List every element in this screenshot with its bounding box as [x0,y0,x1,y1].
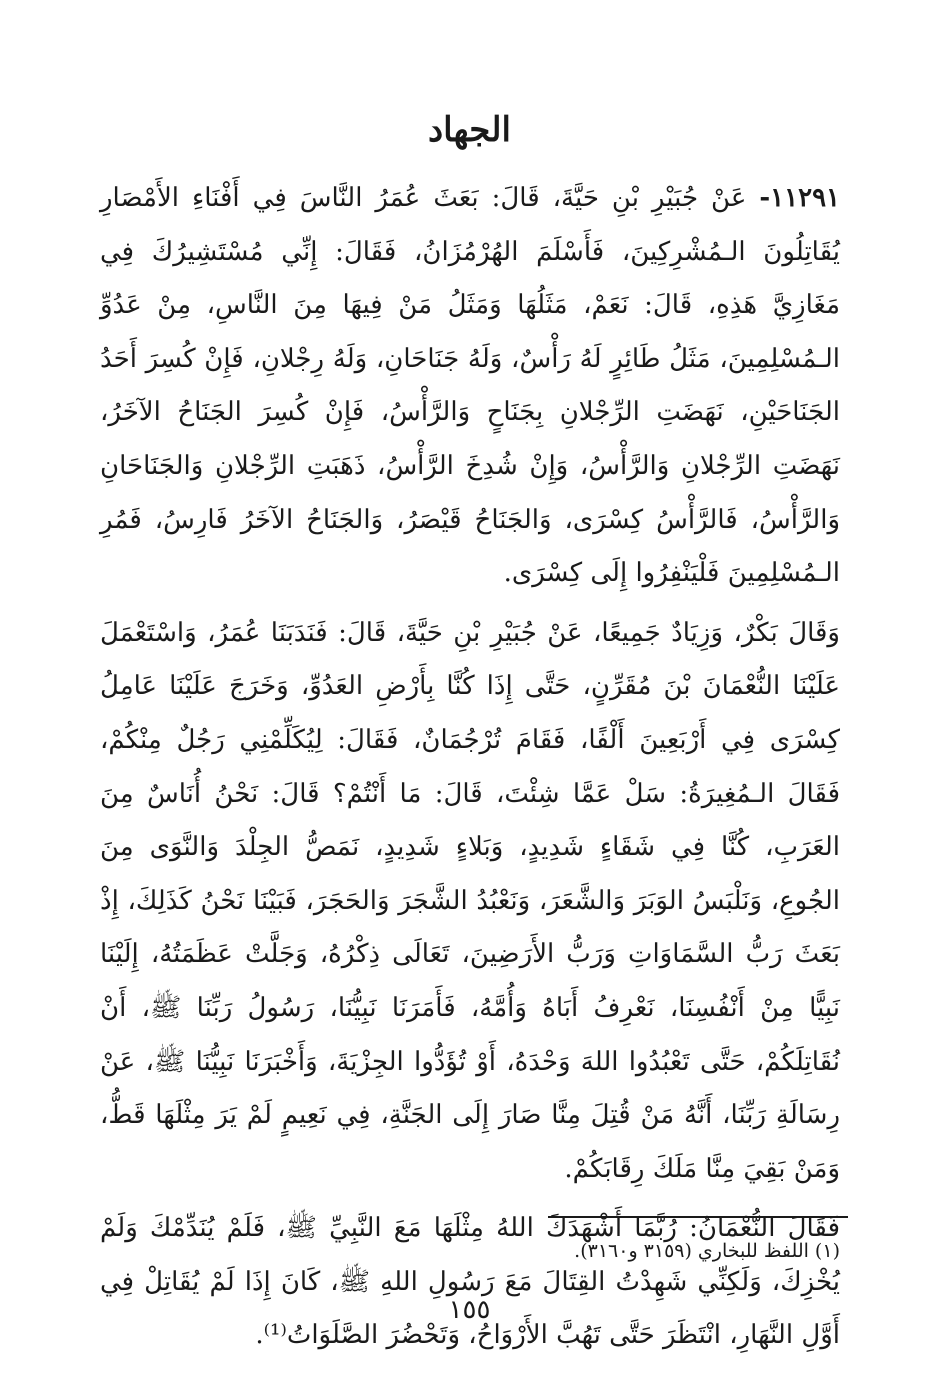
footnote-divider [548,1216,848,1218]
hadith-paragraph-2: وَقَالَ بَكْرٌ، وَزِيَادٌ جَمِيعًا، عَنْ جُبَيْرِ بْنِ حَيَّةَ، قَالَ: فَنَدَبَنَا عُمَرُ، وَاسْتَعْمَلَ عَلَيْنَا النُّعْمَانَ بْنَ مُقَرِّنٍ، حَتَّى إِذَا كُنَّا بِأَرْضِ العَدُوِّ، وَخَرَجَ عَلَيْنَا عَامِلُ كِسْرَى فِي أَرْبَعِينَ أَلْفًا، فَقَامَ تُرْجُمَانٌ، فَقَالَ: لِيُكَلِّمْنِي رَجُلٌ مِنْكُمْ، فَقَالَ الـمُغِيرَةُ: سَلْ عَمَّا شِئْتَ، قَالَ: مَا أَنْتُمْ؟ قَالَ: نَحْنُ أُنَاسٌ مِنَ العَرَبِ، كُنَّا فِي شَقَاءٍ شَدِيدٍ، وَبَلاءٍ شَدِيدٍ، نَمَصُّ الجِلْدَ وَالنَّوَى مِنَ الجُوعِ، وَنَلْبَسُ الوَبَرَ وَالشَّعَرَ، وَنَعْبُدُ الشَّجَرَ وَالحَجَرَ، فَبَيْنَا نَحْنُ كَذَلِكَ، إِذْ بَعَثَ رَبُّ السَّمَاوَاتِ وَرَبُّ الأَرَضِينَ، تَعَالَى ذِكْرُهُ، وَجَلَّتْ عَظَمَتُهُ، إِلَيْنَا نَبِيًّا مِنْ أَنْفُسِنَا، نَعْرِفُ أَبَاهُ وَأُمَّهُ، فَأَمَرَنَا نَبِيُّنَا، رَسُولُ رَبِّنَا ﷺ، أَنْ نُقَاتِلَكُمْ، حَتَّى تَعْبُدُوا اللهَ وَحْدَهُ، أَوْ تُؤَدُّوا الجِزْيَةَ، وَأَخْبَرَنَا نَبِيُّنَا ﷺ، عَنْ رِسَالَةِ رَبِّنَا، أَنَّهُ مَنْ قُتِلَ مِنَّا صَارَ إِلَى الجَنَّةِ، فِي نَعِيمٍ لَمْ يَرَ مِثْلَهَا قَطُّ، وَمَنْ بَقِيَ مِنَّا مَلَكَ رِقَابَكُمْ. [100,617,840,1184]
hadith-paragraph-3: فَقَالَ النُّعْمَانُ: رُبَّمَا أَشْهَدَكَ اللهُ مِثْلَهَا مَعَ النَّبِيِّ ﷺ، فَلَمْ يُنَدِّمْكَ وَلَمْ يُخْزِكَ، وَلَكِنِّي شَهِدْتُ القِتَالَ مَعَ رَسُولِ اللهِ ﷺ، كَانَ إِذَا لَمْ يُقَاتِلْ فِي أَوَّلِ النَّهَارِ، انْتَظَرَ حَتَّى تَهُبَّ الأَرْوَاحُ، وَتَحْضُرَ الصَّلَوَاتُ⁽¹⁾. [100,1213,840,1351]
footnote: (١) اللفظ للبخاري (٣١٥٩ و٣١٦٠). [574,1240,840,1262]
hadith-number: ١١٢٩١- [759,183,840,213]
hadith-paragraph-1-text: عَنْ جُبَيْرِ بْنِ حَيَّةَ، قَالَ: بَعَثَ عُمَرُ النَّاسَ فِي أَفْنَاءِ الأَمْصَارِ يُقَاتِلُونَ الـمُشْرِكِينَ، فَأَسْلَمَ الهُرْمُزَانُ، فَقَالَ: إِنِّي مُسْتَشِيرُكَ فِي مَغَازِيَّ هَذِهِ، قَالَ: نَعَمْ، مَثَلُهَا وَمَثَلُ مَنْ فِيهَا مِنَ النَّاسِ، مِنْ عَدُوِّ الـمُسْلِمِينَ، مَثَلُ طَائِرٍ لَهُ رَأْسٌ، وَلَهُ جَنَاحَانِ، وَلَهُ رِجْلانِ، فَإِنْ كُسِرَ أَحَدُ الجَنَاحَيْنِ، نَهَضَتِ الرِّجْلانِ بِجَنَاحٍ وَالرَّأْسُ، فَإِنْ كُسِرَ الجَنَاحُ الآخَرُ، نَهَضَتِ الرِّجْلانِ وَالرَّأْسُ، وَإِنْ شُدِخَ الرَّأْسُ، ذَهَبَتِ الرِّجْلانِ وَالجَنَاحَانِ وَالرَّأْسُ، فَالرَّأْسُ كِسْرَى، وَالجَنَاحُ قَيْصَرُ، وَالجَنَاحُ الآخَرُ فَارِسُ، فَمُرِ الـمُسْلِمِينَ فَلْيَنْفِرُوا إِلَى كِسْرَى. [100,183,840,589]
hadith-paragraph-1 [100,172,840,601]
page-number: ١٥٥ [448,1295,491,1325]
chapter-title: الجهاد [428,110,511,150]
hadith-body [100,172,840,1369]
